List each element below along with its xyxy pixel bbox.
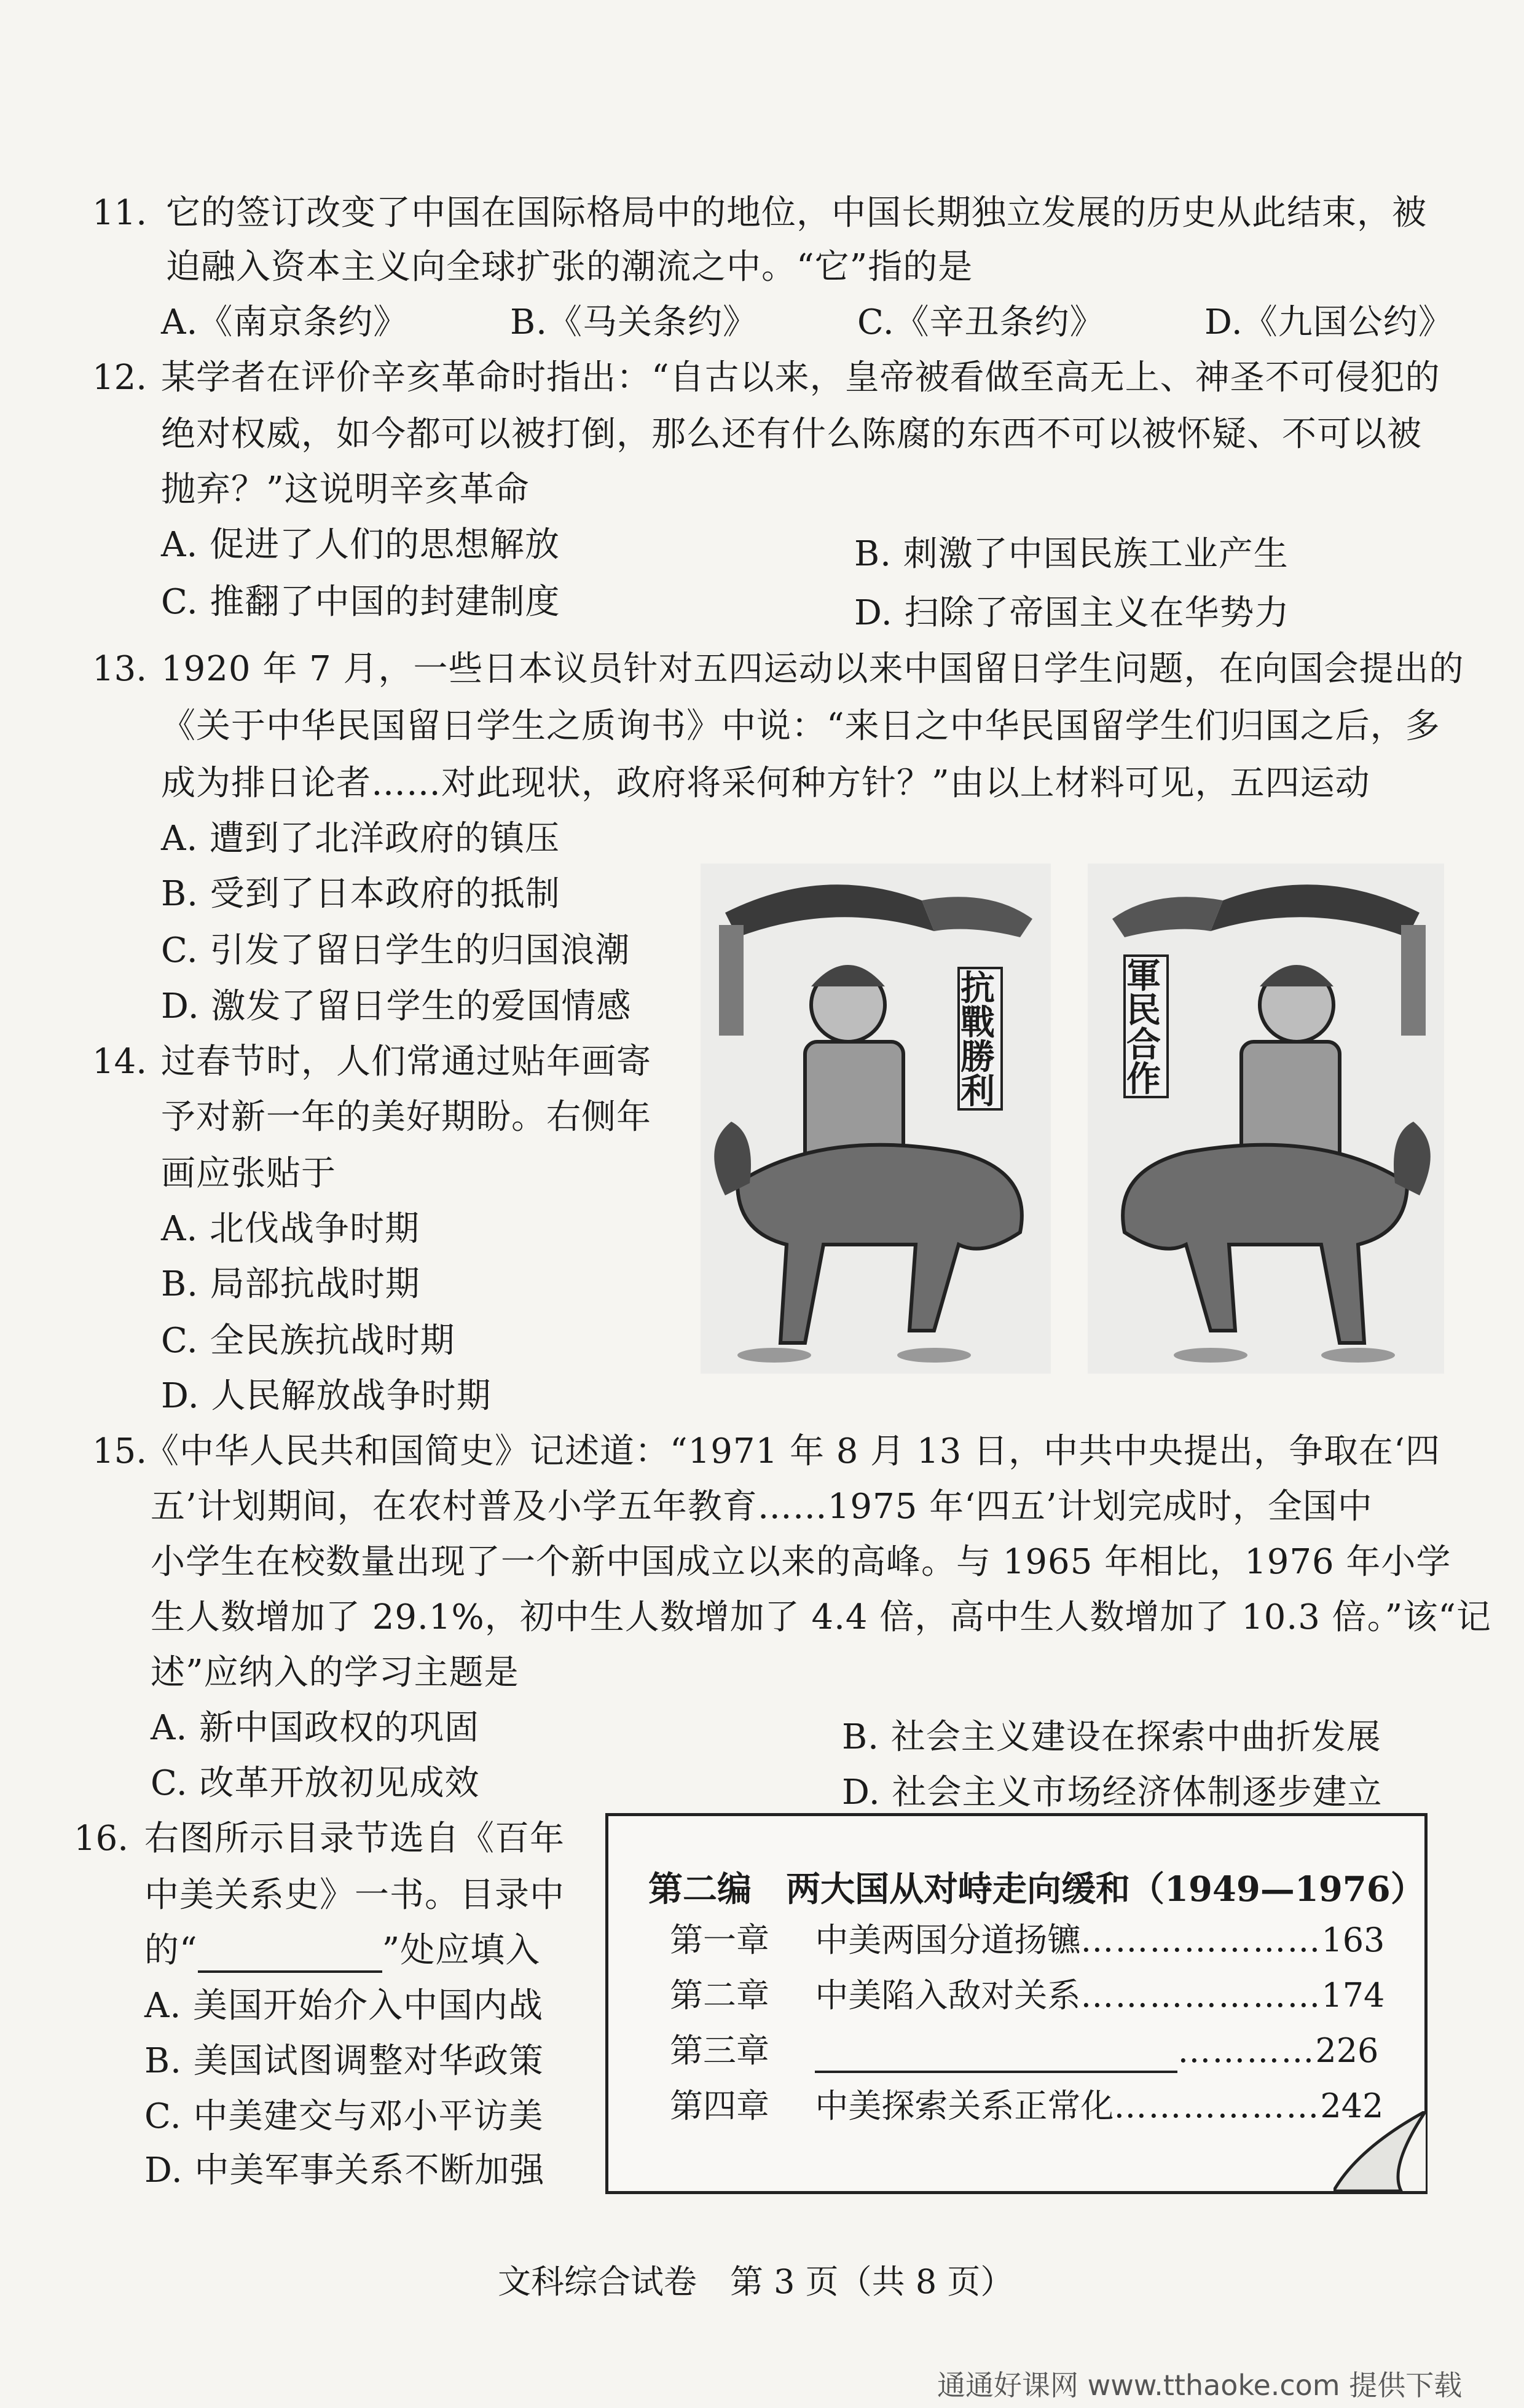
- q15-option-a: A. 新中国政权的巩固: [151, 1708, 480, 1748]
- toc-page: 163: [1321, 1921, 1385, 1959]
- q15-stem-line1: 《中华人民共和国简史》记述道：“1971 年 8 月 13 日，中共中央提出，争取在‘四: [144, 1431, 1440, 1471]
- q15-option-d: D. 社会主义市场经济体制逐步建立: [842, 1773, 1383, 1812]
- q13-option-b: B. 受到了日本政府的抵制: [161, 874, 560, 914]
- toc-blank-chapter-name: [815, 2031, 1177, 2073]
- q12-number: 12.: [92, 358, 147, 398]
- q13-stem-line1: 1920 年 7 月，一些日本议员针对五四运动以来中国留日学生问题，在向国会提出的: [161, 649, 1464, 689]
- q15-option-c: C. 改革开放初见成效: [151, 1763, 480, 1803]
- watermark-text: 通通好课网 www.tthaoke.com 提供下载: [937, 2369, 1463, 2402]
- toc-dots: ………………: [1114, 2087, 1321, 2125]
- q14-number: 14.: [92, 1042, 147, 1082]
- q15-number: 15.: [92, 1431, 147, 1471]
- q11-stem-line2: 迫融入资本主义向全球扩张的潮流之中。“它”指的是: [166, 247, 973, 287]
- toc-row: [670, 1921, 1385, 1960]
- toc-row: [670, 1976, 1385, 2015]
- art-right-banner: 軍民合作: [1126, 956, 1161, 1100]
- page-curl-icon: [1334, 2111, 1426, 2191]
- q15-stem-line5: 述”应纳入的学习主题是: [151, 1653, 519, 1693]
- toc-chapter-name: 中美两国分道扬镳: [815, 1921, 1081, 1959]
- q16-stem-line1: 右图所示目录节选自《百年: [144, 1819, 565, 1859]
- q14-option-d: D. 人民解放战争时期: [161, 1376, 492, 1416]
- new-year-picture-right: [1088, 864, 1444, 1374]
- q16-option-c: C. 中美建交与邓小平访美: [144, 2096, 544, 2136]
- q13-stem-line2: 《关于中华民国留日学生之质询书》中说：“来日之中华民国留学生们归国之后，多: [161, 706, 1440, 746]
- q12-option-c: C. 推翻了中国的封建制度: [161, 582, 560, 622]
- q15-stem-line3: 小学生在校数量出现了一个新中国成立以来的高峰。与 1965 年相比，1976 年小学: [151, 1542, 1451, 1582]
- toc-chapter-name: 中美陷入敌对关系: [815, 1976, 1081, 2015]
- q15-option-b: B. 社会主义建设在探索中曲折发展: [842, 1717, 1381, 1757]
- q16-option-b: B. 美国试图调整对华政策: [144, 2041, 544, 2081]
- q13-number: 13.: [92, 649, 147, 689]
- q16-stem-line3: [144, 1931, 540, 1973]
- q16-option-d: D. 中美军事关系不断加强: [144, 2150, 545, 2190]
- q11-number: 11.: [92, 193, 147, 233]
- q11-option-d: D.《九国公约》: [1204, 302, 1453, 342]
- q16-option-a: A. 美国开始介入中国内战: [144, 1986, 544, 2026]
- new-year-picture-left: [701, 864, 1051, 1374]
- q12-option-d: D. 扫除了帝国主义在华势力: [854, 593, 1290, 633]
- toc-box: [605, 1813, 1428, 2194]
- toc-page: 174: [1321, 1976, 1385, 2015]
- q15-stem-line2: 五’计划期间，在农村普及小学五年教育……1975 年‘四五’计划完成时，全国中: [151, 1487, 1373, 1527]
- q14-option-b: B. 局部抗战时期: [161, 1264, 420, 1304]
- q12-option-a: A. 促进了人们的思想解放: [161, 525, 560, 565]
- toc-dots: …………: [1177, 2031, 1316, 2070]
- q15-stem-line4: 生人数增加了 29.1%，初中生人数增加了 4.4 倍，高中生人数增加了 10.3 倍。”该“记: [151, 1597, 1491, 1637]
- toc-row: [670, 2087, 1383, 2126]
- toc-page: 242: [1320, 2087, 1384, 2125]
- q16-stem-line3-post: ”处应填入: [382, 1930, 541, 1970]
- q12-stem-line2: 绝对权威，如今都可以被打倒，那么还有什么陈腐的东西不可以被怀疑、不可以被: [161, 414, 1422, 454]
- q12-stem-line3: 抛弃？”这说明辛亥革命: [161, 470, 530, 510]
- q12-stem-line1: 某学者在评价辛亥革命时指出：“自古以来，皇帝被看做至高无上、神圣不可侵犯的: [161, 358, 1440, 398]
- q14-option-a: A. 北伐战争时期: [161, 1209, 420, 1249]
- q11-option-a: A.《南京条约》: [161, 302, 409, 342]
- toc-chapter: 第二章: [670, 1976, 769, 2015]
- toc-chapter: 第四章: [670, 2087, 769, 2125]
- q11-stem-line1: 它的签订改变了中国在国际格局中的地位，中国长期独立发展的历史从此结束，被: [166, 193, 1427, 233]
- q16-answer-blank: [198, 1931, 382, 1973]
- q13-stem-line3: 成为排日论者……对此现状，政府将采何种方针？”由以上材料可见，五四运动: [161, 763, 1370, 803]
- toc-chapter: 第三章: [670, 2031, 769, 2070]
- toc-row: [670, 2031, 1378, 2073]
- q11-option-b: B.《马关条约》: [510, 302, 758, 342]
- toc-page: 226: [1315, 2031, 1379, 2070]
- toc-title: 第二编 两大国从对峙走向缓和（1949—1976）: [648, 1869, 1425, 1910]
- q14-stem-line1: 过春节时，人们常通过贴年画寄: [161, 1042, 651, 1082]
- q11-option-c: C.《辛丑条约》: [857, 302, 1105, 342]
- art-left-banner: 抗戰勝利: [960, 968, 995, 1112]
- q14-stem-line3: 画应张贴于: [161, 1154, 336, 1194]
- q16-number: 16.: [74, 1819, 129, 1859]
- toc-dots: …………………: [1080, 1921, 1322, 1959]
- q14-option-c: C. 全民族抗战时期: [161, 1321, 455, 1361]
- q12-option-b: B. 刺激了中国民族工业产生: [854, 534, 1289, 574]
- q16-stem-line3-pre: 的“: [144, 1930, 198, 1970]
- toc-chapter-name: 中美探索关系正常化: [815, 2087, 1114, 2125]
- q13-option-c: C. 引发了留日学生的归国浪潮: [161, 931, 630, 970]
- q13-option-a: A. 遭到了北洋政府的镇压: [161, 819, 560, 859]
- q16-stem-line2: 中美关系史》一书。目录中: [144, 1875, 565, 1915]
- q14-stem-line2: 予对新一年的美好期盼。右侧年: [161, 1097, 651, 1137]
- page-footer: 文科综合试卷 第 3 页（共 8 页）: [498, 2262, 1014, 2301]
- q13-option-d: D. 激发了留日学生的爱国情感: [161, 986, 632, 1026]
- toc-chapter: 第一章: [670, 1921, 769, 1959]
- toc-dots: …………………: [1080, 1976, 1322, 2015]
